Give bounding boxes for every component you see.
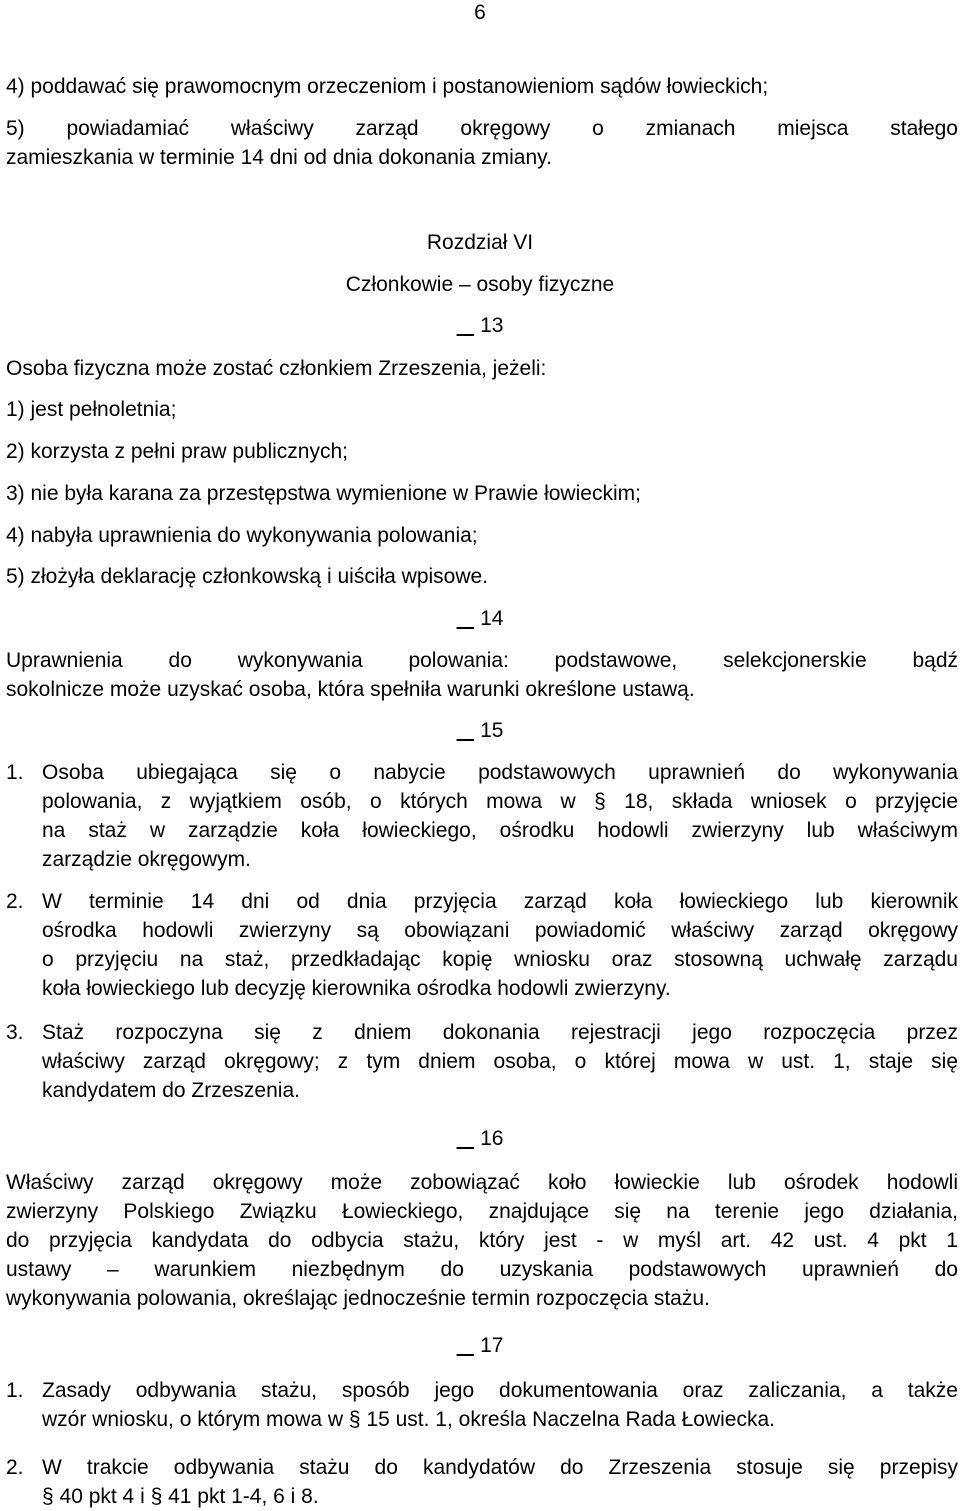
chapter-title: Rozdział VI [426, 231, 534, 254]
s14-paragraph [6, 646, 958, 704]
paragraph-line: koła łowieckiego lub decyzję kierownika ośrodka hodowli zwierzyny. [42, 977, 671, 1000]
paragraph-line: W terminie 14 dni od dnia przyjęcia zarząd koła łowieckiego lub kierownik [42, 890, 958, 913]
s15-p2 [6, 887, 958, 1003]
paragraph-number: 1. [6, 761, 24, 784]
list-item: 3) nie była karana za przestępstwa wymienione w Prawie łowieckim; [6, 482, 641, 505]
top-items [6, 72, 958, 101]
section-number: 15 [480, 719, 504, 742]
paragraph-line: Zasady odbywania stażu, sposób jego dokumentowania oraz zaliczania, a także [42, 1379, 958, 1402]
s17-p2 [6, 1453, 958, 1511]
section-heading-13 [0, 311, 960, 340]
paragraph-line: zarządzie okręgowym. [42, 848, 251, 871]
paragraph-line: § 40 pkt 4 i § 41 pkt 1-4, 6 i 8. [42, 1485, 319, 1508]
paragraph-line: do przyjęcia kandydata do odbycia stażu, który jest - w myśl art. 42 ust. 4 pkt 1 [6, 1229, 958, 1252]
s15-p3 [6, 1018, 958, 1105]
s13-item-2 [6, 437, 958, 466]
s13-item-5 [6, 562, 958, 591]
paragraph-line: ośrodka hodowli zwierzyny są obowiązani powiadomić właściwy zarząd okręgowy [42, 919, 958, 942]
paragraph-number: 3. [6, 1021, 24, 1044]
list-item: 2) korzysta z pełni praw publicznych; [6, 440, 348, 463]
list-item: 1) jest pełnoletnia; [6, 398, 177, 421]
paragraph-line: polowania, z wyjątkiem osób, o których mowa w § 18, składa wniosek o przyjęcie [42, 790, 958, 813]
list-item: zamieszkania w terminie 14 dni od dnia dokonania zmiany. [6, 146, 552, 169]
s17-p1 [6, 1376, 958, 1434]
s16-paragraph [6, 1168, 958, 1313]
section-sign [457, 607, 475, 630]
list-item: 4) nabyła uprawnienia do wykonywania polowania; [6, 524, 478, 547]
paragraph-line: wykonywania polowania, określając jednocześnie termin rozpoczęcia stażu. [6, 1287, 710, 1310]
paragraph-line: na staż w zarządzie koła łowieckiego, ośrodku hodowli zwierzyny lub właściwym [42, 819, 958, 842]
paragraph-line: o przyjęciu na staż, przedkładając kopię wniosku oraz stosowną uchwałę zarządu [42, 948, 958, 971]
paragraph-line: ustawy – warunkiem niezbędnym do uzyskania podstawowych uprawnień do [6, 1258, 958, 1281]
section-sign [457, 1334, 475, 1357]
section-number: 17 [480, 1334, 504, 1357]
paragraph-number: 2. [6, 890, 24, 913]
paragraph-line: kandydatem do Zrzeszenia. [42, 1079, 300, 1102]
s13-item-3 [6, 479, 958, 508]
section-sign [457, 314, 475, 337]
section-number: 16 [480, 1127, 504, 1150]
section-sign [457, 719, 475, 742]
paragraph-text: Osoba fizyczna może zostać członkiem Zrzeszenia, jeżeli: [6, 357, 547, 380]
paragraph-line: Uprawnienia do wykonywania polowania: podstawowe, selekcjonerskie bądź [6, 649, 958, 672]
paragraph-line: Osoba ubiegająca się o nabycie podstawowych uprawnień do wykonywania [42, 761, 958, 784]
s15-p1 [6, 758, 958, 874]
section-sign [457, 1127, 475, 1150]
paragraph-line: właściwy zarząd okręgowy; z tym dniem osoba, o której mowa w ust. 1, staje się [42, 1050, 958, 1073]
list-item: 5) złożyła deklarację członkowską i uiściła wpisowe. [6, 565, 489, 588]
chapter-subtitle: Członkowie – osoby fizyczne [345, 273, 615, 296]
section-heading-17 [0, 1331, 960, 1360]
paragraph-line: Staż rozpoczyna się z dniem dokonania rejestracji jego rozpoczęcia przez [42, 1021, 958, 1044]
paragraph-line: W trakcie odbywania stażu do kandydatów do Zrzeszenia stosuje się przepisy [42, 1456, 958, 1479]
s13-item-4 [6, 521, 958, 550]
section-number: 14 [480, 607, 504, 630]
section-heading-16 [0, 1124, 960, 1153]
top-items-cont [6, 114, 958, 172]
s13-item-1 [6, 395, 958, 424]
paragraph-line: wzór wniosku, o którym mowa w § 15 ust. 1, określa Naczelna Rada Łowiecka. [42, 1408, 775, 1431]
paragraph-line: zwierzyny Polskiego Związku Łowieckiego, znajdujące się na terenie jego działania, [6, 1200, 958, 1223]
section-heading-15 [0, 716, 960, 745]
paragraph-line: Właściwy zarząd okręgowy może zobowiązać koło łowieckie lub ośrodek hodowli [6, 1171, 958, 1194]
paragraph-line: sokolnicze może uzyskać osoba, która spełniła warunki określone ustawą. [6, 678, 695, 701]
s13-intro [6, 354, 958, 383]
page-number: 6 [474, 1, 486, 24]
section-number: 13 [480, 314, 504, 337]
paragraph-number: 1. [6, 1379, 24, 1402]
list-item: 5) powiadamiać właściwy zarząd okręgowy o zmianach miejsca stałego [6, 117, 958, 140]
list-item: 4) poddawać się prawomocnym orzeczeniom i postanowieniom sądów łowieckich; [6, 75, 769, 98]
paragraph-number: 2. [6, 1456, 24, 1479]
section-heading-14 [0, 604, 960, 633]
